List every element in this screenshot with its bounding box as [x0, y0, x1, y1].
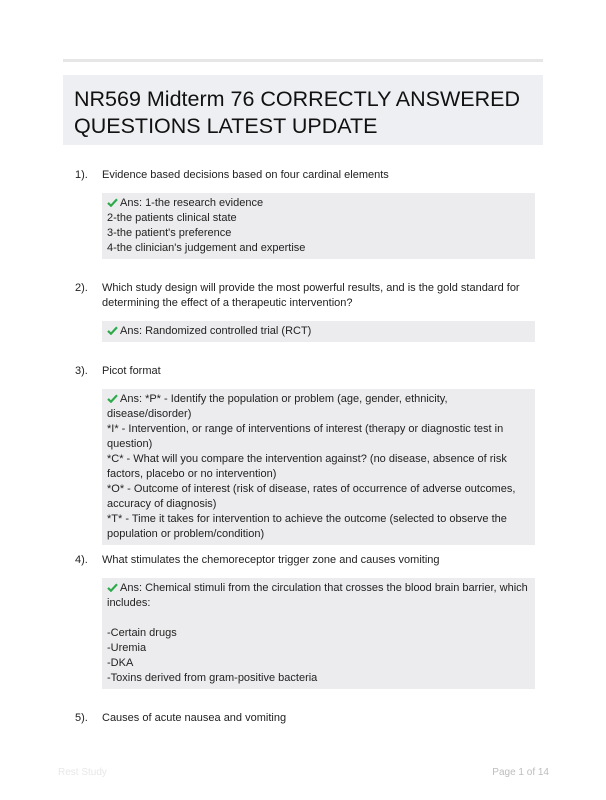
answer-line: Ans: 1-the research evidence — [120, 197, 264, 209]
check-icon — [107, 198, 118, 207]
answer-box — [102, 389, 535, 545]
question-text: Picot format — [102, 365, 161, 377]
question-text: Evidence based decisions based on four cardinal elements — [102, 169, 389, 181]
answer-line: *C* - What will you compare the intervention against? (no disease, absence of risk factors, placebo or no intervention) — [107, 453, 507, 480]
answer-line — [107, 611, 531, 626]
answer-line: *I* - Intervention, or range of interventions of interest (therapy or diagnostic test in question) — [107, 423, 504, 450]
answer-line: 4-the clinician's judgement and expertise — [107, 242, 306, 254]
question-text: Which study design will provide the most powerful results, and is the gold standard for determining the effect of a therapeutic intervention? — [102, 282, 520, 309]
answer-line: Ans: *P* - Identify the population or problem (age, gender, ethnicity, disease/disorder) — [107, 393, 448, 420]
answer-line: 3-the patient's preference — [107, 227, 232, 239]
check-icon — [107, 326, 118, 335]
question-number: 4). — [75, 554, 88, 566]
answer-line: -DKA — [107, 657, 134, 669]
answer-line: 2-the patients clinical state — [107, 212, 237, 224]
answer-line: *O* - Outcome of interest (risk of disease, rates of occurrence of adverse outcomes, accuracy of diagnosis) — [107, 483, 516, 510]
answer-box — [102, 578, 535, 689]
answer-line: -Uremia — [107, 642, 147, 654]
answer-box — [102, 321, 535, 342]
answer-line: Ans: Chemical stimuli from the circulation that crosses the blood brain barrier, which includes: — [107, 582, 528, 609]
title-banner — [63, 75, 543, 145]
question-text: Causes of acute nausea and vomiting — [102, 712, 287, 724]
question-number: 2). — [75, 282, 88, 294]
answer-line: -Toxins derived from gram-positive bacteria — [107, 672, 318, 684]
top-divider — [63, 59, 543, 62]
answer-line: *T* - Time it takes for intervention to achieve the outcome (selected to observe the population or problem/condition) — [107, 513, 507, 540]
page-title: NR569 Midterm 76 CORRECTLY ANSWERED QUESTIONS LATEST UPDATE — [74, 87, 521, 138]
question-number: 3). — [75, 365, 88, 377]
answer-line: Ans: Randomized controlled trial (RCT) — [120, 325, 312, 337]
question-text: What stimulates the chemoreceptor trigger zone and causes vomiting — [102, 554, 440, 566]
check-icon — [107, 394, 118, 403]
footer-brand: Rest Study — [58, 767, 107, 778]
question-number: 5). — [75, 712, 88, 724]
question-number: 1). — [75, 169, 88, 181]
answer-box — [102, 193, 535, 259]
answer-line: -Certain drugs — [107, 627, 177, 639]
page-indicator: Page 1 of 14 — [492, 767, 549, 778]
check-icon — [107, 583, 118, 592]
